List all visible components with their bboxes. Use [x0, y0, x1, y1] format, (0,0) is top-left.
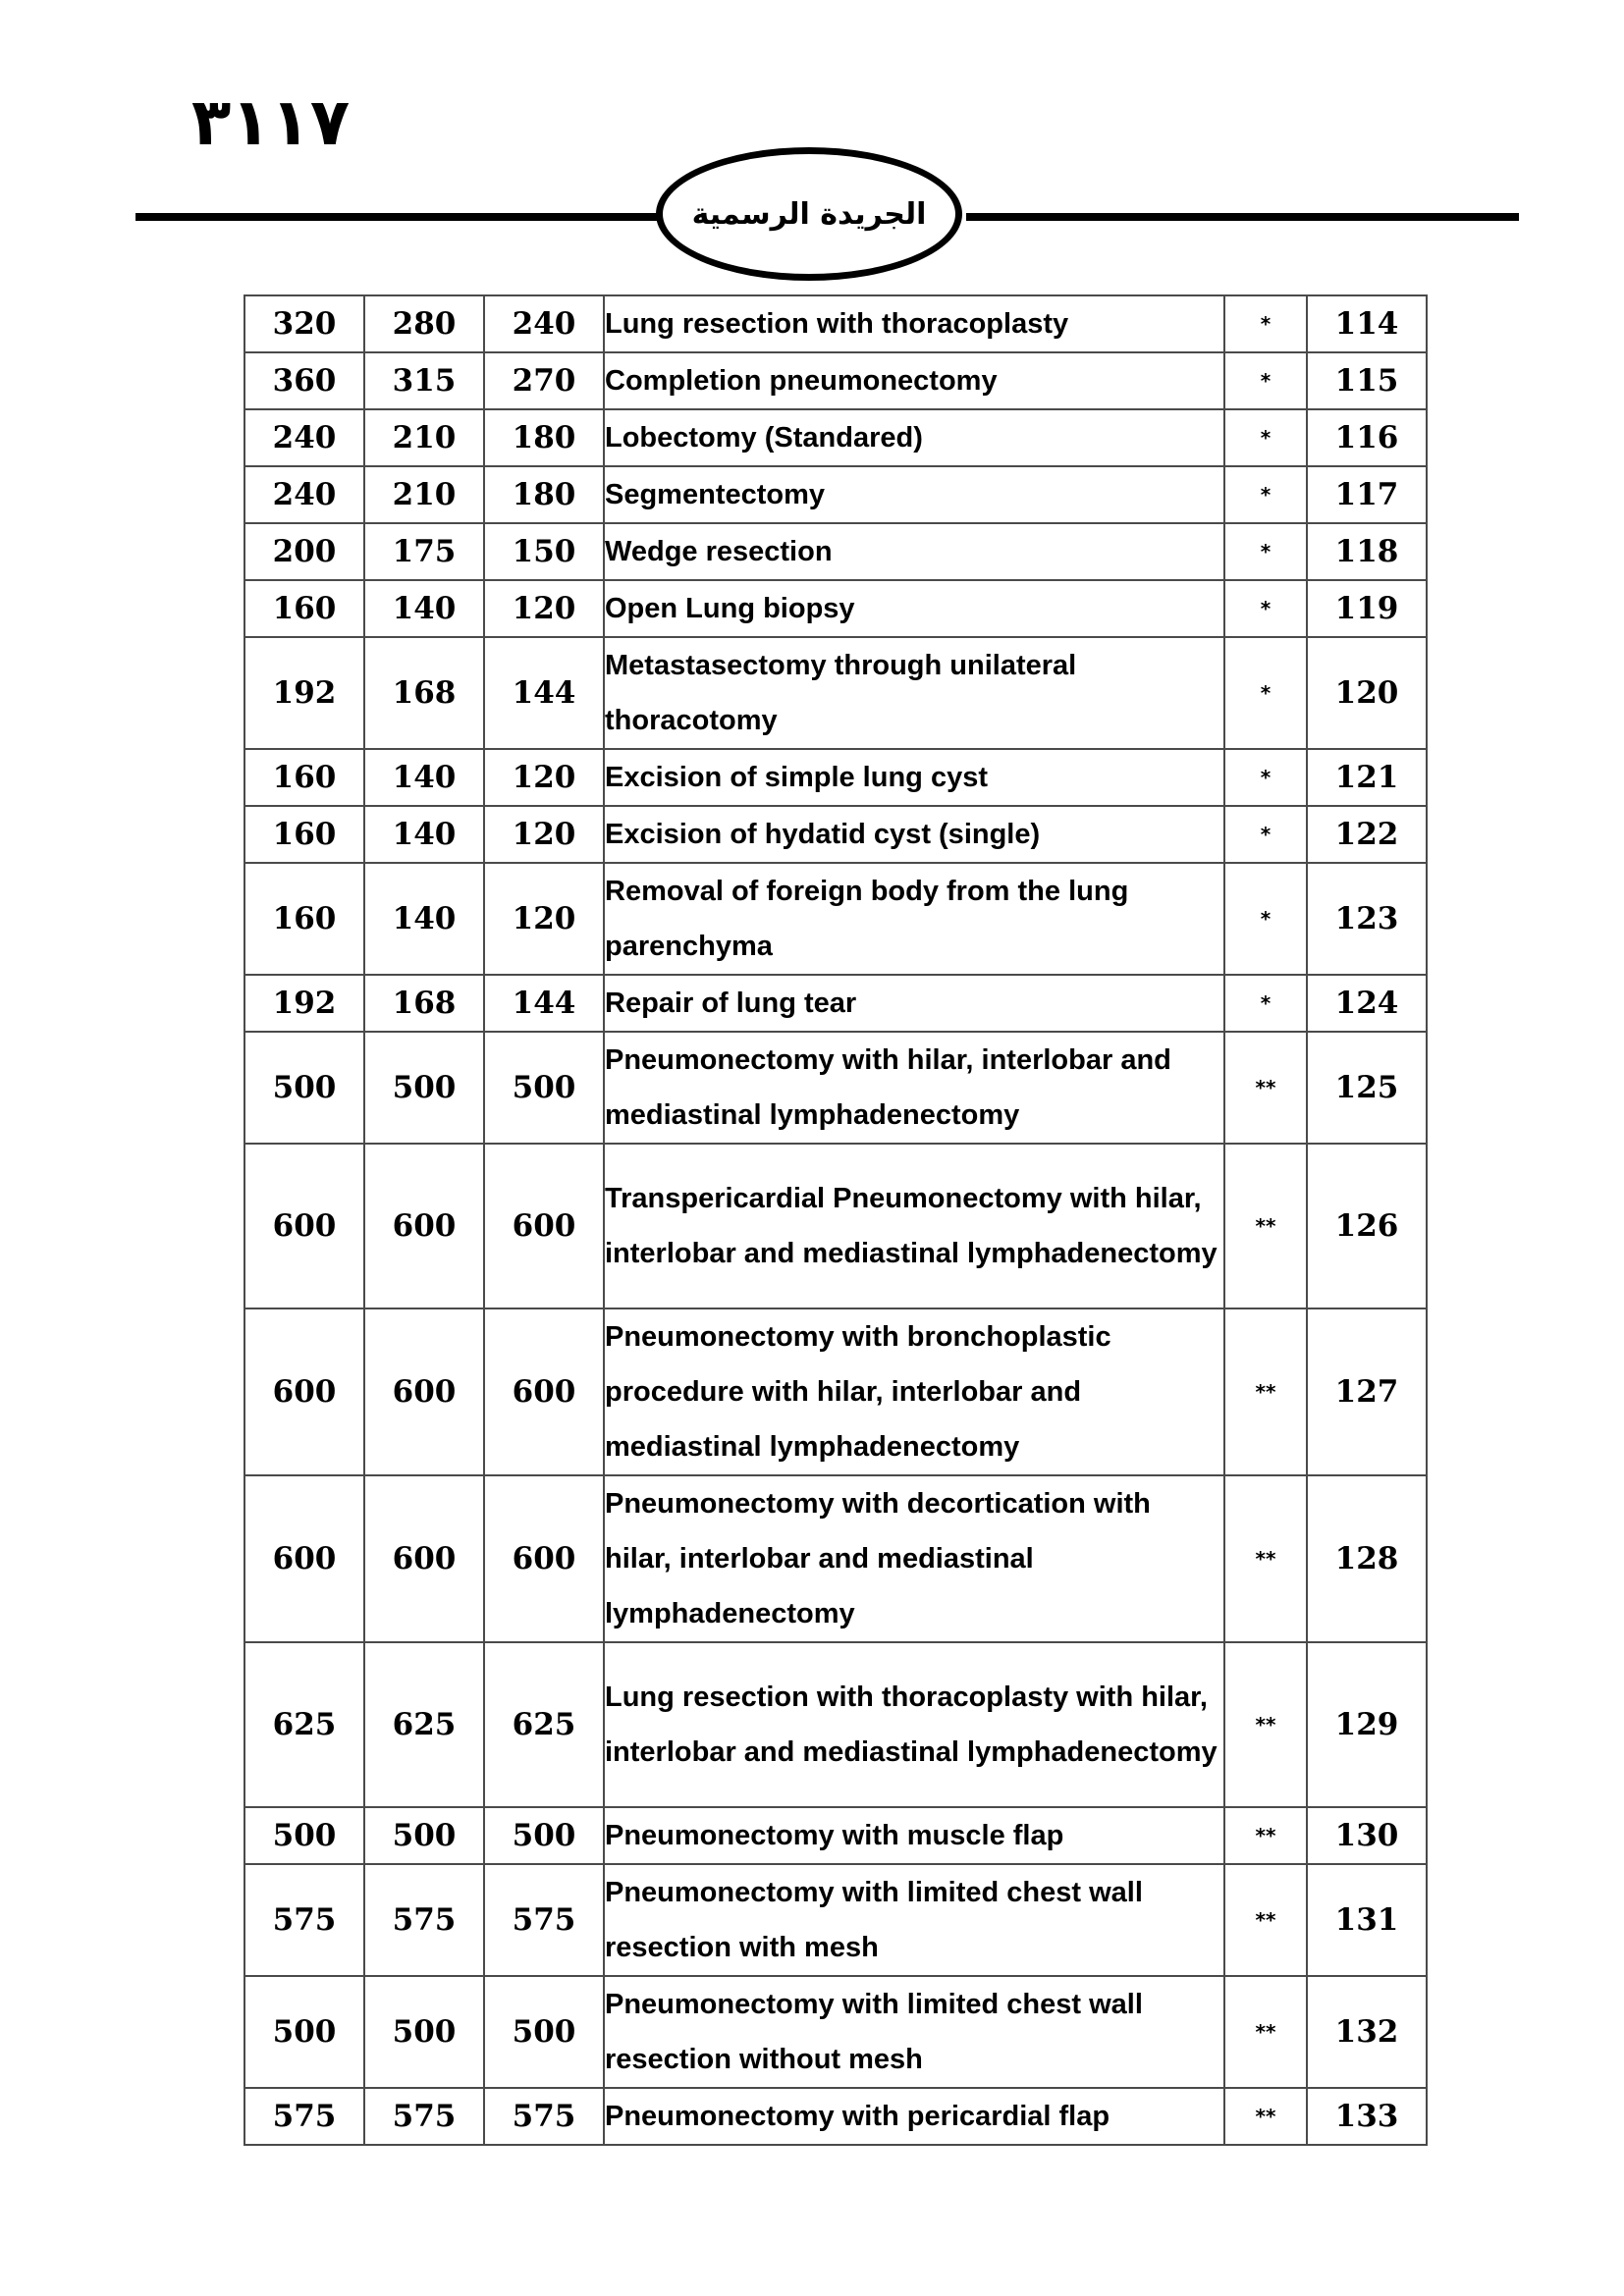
procedure-code: 121 [1307, 749, 1427, 806]
procedure-code: 117 [1307, 466, 1427, 523]
fee-col-1: 240 [244, 409, 364, 466]
procedure-code: 124 [1307, 975, 1427, 1032]
table-row [244, 352, 1427, 409]
fee-col-2: 500 [364, 1976, 484, 2088]
gazette-masthead-oval [656, 147, 962, 281]
procedure-name: Lung resection with thoracoplasty with hilar, interlobar and mediastinal lymphadenectomy [604, 1642, 1224, 1807]
category-mark: ** [1224, 1475, 1307, 1642]
fee-col-1: 160 [244, 580, 364, 637]
category-mark: * [1224, 409, 1307, 466]
procedure-name: Open Lung biopsy [604, 580, 1224, 637]
table-row [244, 523, 1427, 580]
category-mark: * [1224, 975, 1307, 1032]
fee-col-3: 500 [484, 1976, 604, 2088]
table-row [244, 409, 1427, 466]
table-row [244, 1976, 1427, 2088]
category-mark: * [1224, 580, 1307, 637]
fee-col-3: 625 [484, 1642, 604, 1807]
fee-col-2: 575 [364, 1864, 484, 1976]
fee-col-2: 140 [364, 580, 484, 637]
procedure-code: 133 [1307, 2088, 1427, 2145]
fee-col-1: 600 [244, 1308, 364, 1475]
table-row [244, 1475, 1427, 1642]
fee-col-3: 500 [484, 1032, 604, 1144]
fee-col-2: 210 [364, 466, 484, 523]
fee-col-3: 600 [484, 1144, 604, 1308]
table-row [244, 1144, 1427, 1308]
fee-col-1: 240 [244, 466, 364, 523]
procedure-name: Lung resection with thoracoplasty [604, 295, 1224, 352]
procedure-name: Pneumonectomy with limited chest wall resection with mesh [604, 1864, 1224, 1976]
procedure-name: Metastasectomy through unilateral thoracotomy [604, 637, 1224, 749]
procedure-code: 127 [1307, 1308, 1427, 1475]
fee-col-2: 168 [364, 975, 484, 1032]
fee-col-3: 120 [484, 580, 604, 637]
fee-col-1: 160 [244, 749, 364, 806]
category-mark: ** [1224, 1144, 1307, 1308]
fee-col-2: 315 [364, 352, 484, 409]
fee-col-3: 150 [484, 523, 604, 580]
procedure-code: 119 [1307, 580, 1427, 637]
fee-col-3: 144 [484, 637, 604, 749]
fee-col-1: 200 [244, 523, 364, 580]
procedure-code: 120 [1307, 637, 1427, 749]
table-row [244, 295, 1427, 352]
fee-col-2: 600 [364, 1144, 484, 1308]
fee-col-2: 168 [364, 637, 484, 749]
category-mark: * [1224, 466, 1307, 523]
fee-col-3: 144 [484, 975, 604, 1032]
fee-col-1: 160 [244, 806, 364, 863]
procedure-code: 131 [1307, 1864, 1427, 1976]
procedure-code: 115 [1307, 352, 1427, 409]
fee-col-2: 140 [364, 863, 484, 975]
procedure-code: 129 [1307, 1642, 1427, 1807]
table-row [244, 1642, 1427, 1807]
fee-col-1: 600 [244, 1144, 364, 1308]
category-mark: * [1224, 637, 1307, 749]
fee-col-1: 500 [244, 1032, 364, 1144]
table-row [244, 580, 1427, 637]
fee-col-3: 180 [484, 409, 604, 466]
category-mark: * [1224, 863, 1307, 975]
category-mark: ** [1224, 1032, 1307, 1144]
procedure-name: Removal of foreign body from the lung parenchyma [604, 863, 1224, 975]
table-row [244, 1032, 1427, 1144]
fee-col-2: 175 [364, 523, 484, 580]
header-rule-right [966, 213, 1519, 221]
fee-col-2: 210 [364, 409, 484, 466]
category-mark: * [1224, 523, 1307, 580]
fee-col-1: 192 [244, 637, 364, 749]
fee-col-1: 500 [244, 1807, 364, 1864]
fee-col-3: 120 [484, 749, 604, 806]
fee-col-1: 192 [244, 975, 364, 1032]
fee-col-2: 600 [364, 1308, 484, 1475]
fee-col-2: 625 [364, 1642, 484, 1807]
fee-col-1: 625 [244, 1642, 364, 1807]
fee-col-2: 500 [364, 1032, 484, 1144]
fee-col-2: 280 [364, 295, 484, 352]
page-number: ٣١١٧ [191, 84, 351, 160]
fee-col-3: 240 [484, 295, 604, 352]
category-mark: * [1224, 295, 1307, 352]
table-row [244, 1807, 1427, 1864]
fee-col-3: 120 [484, 863, 604, 975]
procedure-name: Pneumonectomy with pericardial flap [604, 2088, 1224, 2145]
fee-col-2: 140 [364, 749, 484, 806]
category-mark: ** [1224, 2088, 1307, 2145]
procedure-code: 126 [1307, 1144, 1427, 1308]
fee-col-1: 320 [244, 295, 364, 352]
procedure-name: Pneumonectomy with hilar, interlobar and mediastinal lymphadenectomy [604, 1032, 1224, 1144]
fee-col-1: 600 [244, 1475, 364, 1642]
category-mark: ** [1224, 1308, 1307, 1475]
fee-col-3: 500 [484, 1807, 604, 1864]
procedure-name: Excision of hydatid cyst (single) [604, 806, 1224, 863]
category-mark: ** [1224, 1807, 1307, 1864]
procedure-name: Wedge resection [604, 523, 1224, 580]
procedure-code: 116 [1307, 409, 1427, 466]
fee-col-3: 575 [484, 1864, 604, 1976]
procedure-code: 123 [1307, 863, 1427, 975]
procedure-code: 125 [1307, 1032, 1427, 1144]
fee-col-1: 160 [244, 863, 364, 975]
table-row [244, 975, 1427, 1032]
fee-table [244, 294, 1428, 2146]
fee-col-3: 180 [484, 466, 604, 523]
procedure-code: 122 [1307, 806, 1427, 863]
procedure-code: 118 [1307, 523, 1427, 580]
fee-col-2: 500 [364, 1807, 484, 1864]
procedure-name: Lobectomy (Standared) [604, 409, 1224, 466]
procedure-code: 130 [1307, 1807, 1427, 1864]
table-row [244, 1308, 1427, 1475]
fee-col-3: 120 [484, 806, 604, 863]
procedure-name: Segmentectomy [604, 466, 1224, 523]
table-row [244, 2088, 1427, 2145]
fee-col-2: 140 [364, 806, 484, 863]
table-row [244, 806, 1427, 863]
fee-col-2: 575 [364, 2088, 484, 2145]
procedure-name: Repair of lung tear [604, 975, 1224, 1032]
procedure-name: Completion pneumonectomy [604, 352, 1224, 409]
procedure-name: Excision of simple lung cyst [604, 749, 1224, 806]
fee-col-3: 270 [484, 352, 604, 409]
procedure-name: Pneumonectomy with decortication with hilar, interlobar and mediastinal lymphadenectomy [604, 1475, 1224, 1642]
table-row [244, 637, 1427, 749]
fee-col-2: 600 [364, 1475, 484, 1642]
category-mark: ** [1224, 1976, 1307, 2088]
procedure-code: 132 [1307, 1976, 1427, 2088]
fee-col-1: 575 [244, 2088, 364, 2145]
table-row [244, 1864, 1427, 1976]
procedure-code: 128 [1307, 1475, 1427, 1642]
fee-col-3: 575 [484, 2088, 604, 2145]
gazette-title: الجريدة الرسمية [691, 196, 927, 232]
category-mark: ** [1224, 1864, 1307, 1976]
fee-col-3: 600 [484, 1308, 604, 1475]
table-row [244, 749, 1427, 806]
category-mark: ** [1224, 1642, 1307, 1807]
category-mark: * [1224, 806, 1307, 863]
procedure-name: Pneumonectomy with muscle flap [604, 1807, 1224, 1864]
fee-col-1: 500 [244, 1976, 364, 2088]
header-rule-left [135, 213, 661, 221]
procedure-name: Transpericardial Pneumonectomy with hilar, interlobar and mediastinal lymphadenectomy [604, 1144, 1224, 1308]
fee-col-1: 575 [244, 1864, 364, 1976]
table-row [244, 466, 1427, 523]
procedure-name: Pneumonectomy with bronchoplastic procedure with hilar, interlobar and mediastinal lymphadenectomy [604, 1308, 1224, 1475]
category-mark: * [1224, 352, 1307, 409]
category-mark: * [1224, 749, 1307, 806]
procedure-name: Pneumonectomy with limited chest wall resection without mesh [604, 1976, 1224, 2088]
fee-col-3: 600 [484, 1475, 604, 1642]
fee-col-1: 360 [244, 352, 364, 409]
procedure-code: 114 [1307, 295, 1427, 352]
table-row [244, 863, 1427, 975]
